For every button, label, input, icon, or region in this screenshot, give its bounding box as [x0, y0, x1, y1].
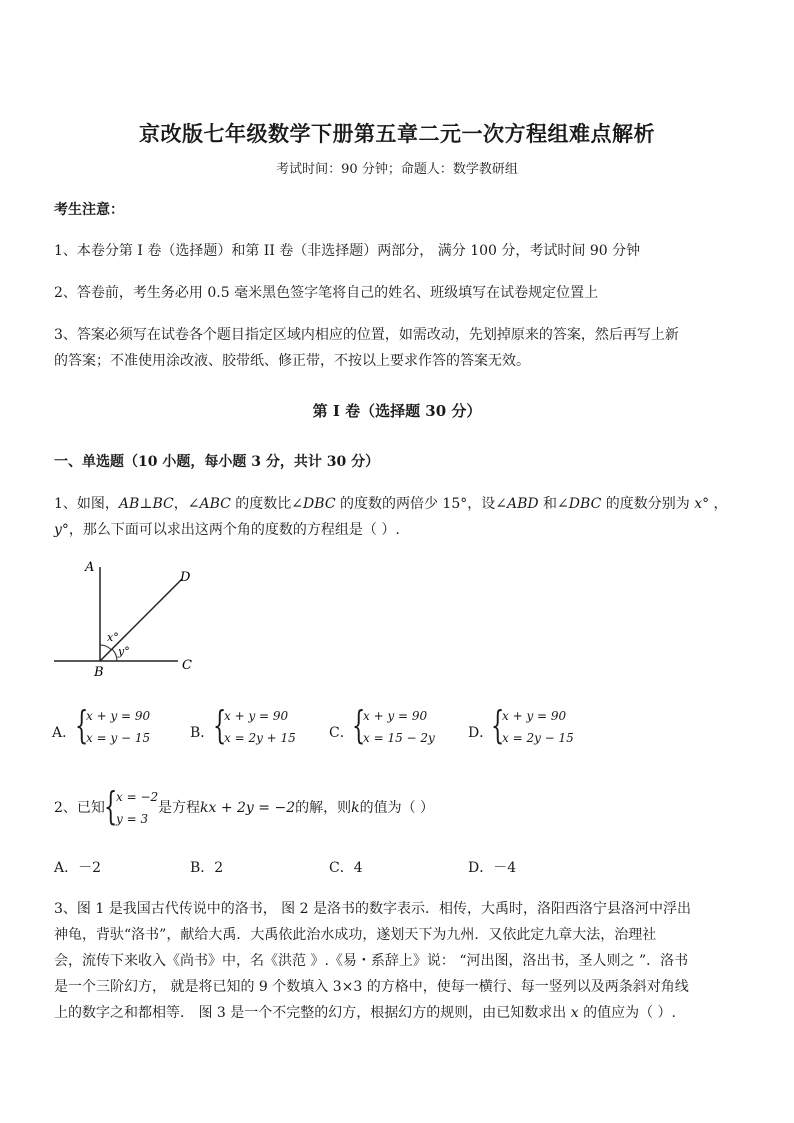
- equation-2: x = y − 15: [86, 731, 151, 745]
- brace-icon: {: [352, 703, 366, 747]
- q1-text: 的度数的两倍少 15°，设∠: [335, 496, 507, 512]
- section-title: 第 I 卷（选择题 30 分）: [312, 402, 482, 420]
- option-label: D．: [468, 725, 494, 741]
- q3-line-5: [54, 1003, 676, 1023]
- brace-icon: {: [75, 703, 89, 747]
- label-x-angle: x°: [107, 631, 119, 644]
- option-label: C．: [329, 725, 354, 741]
- brace-icon: {: [104, 784, 118, 828]
- equation-system: [86, 705, 150, 749]
- q2-option-d[interactable]: D．－4: [468, 860, 517, 876]
- q1-x-deg: x°: [694, 496, 710, 512]
- q1-abc: ABC: [199, 496, 231, 512]
- label-b: B: [94, 665, 104, 680]
- option-label: A．: [52, 725, 77, 741]
- q3-text: 上的数字之和都相等． 图 3 是一个不完整的幻方，根据幻方的规则，由已知数求出: [54, 1005, 571, 1021]
- q1-text: ，: [709, 496, 728, 512]
- part-title: 一、单选题（10 小题，每小题 3 分，共计 30 分）: [54, 454, 380, 470]
- q1-text: ，∠: [173, 496, 200, 512]
- q1-text: 1、如图，: [54, 496, 119, 512]
- equation-1: x + y = 90: [502, 709, 567, 723]
- equation-1: x + y = 90: [86, 709, 151, 723]
- q2-text: 的值为（ ）: [359, 800, 435, 816]
- notice-item-2: 2、答卷前，考生务必用 0.5 毫米黑色签字笔将自己的姓名、班级填写在试卷规定位置上: [54, 285, 599, 301]
- q1-y-deg: y°: [54, 522, 69, 538]
- exam-info: 考试时间：90 分钟；命题人：数学教研组: [276, 162, 518, 177]
- q2-option-a[interactable]: A．－2: [54, 860, 102, 876]
- q3-line-3: 会，流传下来收入《尚书》中，名《洪范 》.《易・系辞上》说： “河出图，洛出书，圣人则之 ”．洛书: [54, 953, 689, 969]
- equation-1: x = −2: [116, 790, 159, 804]
- q1-dbc: DBC: [303, 496, 336, 512]
- equation-1: x + y = 90: [363, 709, 428, 723]
- equation-system: [224, 705, 296, 749]
- notice-item-3: 3、答案必须写在试卷各个题目指定区域内相应的位置，如需改动，先划掉原来的答案，然后再写上新: [54, 327, 679, 343]
- equation-2: x = 2y − 15: [502, 731, 574, 745]
- q2-prefix: 2、已知: [54, 800, 105, 816]
- q1-line-2: [54, 520, 400, 540]
- notice-item-3-cont: 的答案；不准使用涂改液、胶带纸、修正带，不按以上要求作答的答案无效。: [54, 353, 530, 369]
- label-c: C: [182, 658, 192, 673]
- q2-text: 是方程: [158, 800, 200, 816]
- angle-arc-x: [100, 645, 111, 650]
- equation-2: y = 3: [116, 812, 149, 826]
- q1-text: 的度数分别为: [601, 496, 695, 512]
- q1-angle-figure: [50, 555, 210, 685]
- q2-equation: kx + 2y = −2: [200, 800, 296, 816]
- q3-line-2: 神龟，背驮“洛书”，献给大禹．大禹依此治水成功，遂划天下为九州．又依此定九章大法，治理社: [54, 927, 657, 943]
- brace-icon: {: [213, 703, 227, 747]
- q2-text: 的解，则: [295, 800, 352, 816]
- angle-arc-y: [112, 649, 117, 661]
- q1-text: 和∠: [538, 496, 569, 512]
- equation-1: x + y = 90: [224, 709, 289, 723]
- notice-item-1: 1、本卷分第 I 卷（选择题）和第 II 卷（非选择题）两部分， 满分 100 分，考试时间 90 分钟: [54, 243, 641, 259]
- q3-line-1: 3、图 1 是我国古代传说中的洛书， 图 2 是洛书的数字表示．相传，大禹时，洛阳西洛宁县洛河中浮出: [54, 901, 691, 917]
- label-a: A: [85, 560, 95, 575]
- q2-option-b[interactable]: B．2: [190, 860, 224, 876]
- brace-icon: {: [491, 703, 505, 747]
- equation-system: [502, 705, 574, 749]
- q2-k: k: [351, 800, 360, 816]
- q1-text: ，那么下面可以求出这两个角的度数的方程组是（ ）.: [68, 522, 400, 538]
- equation-system: [363, 705, 435, 749]
- q1-abd: ABD: [506, 496, 539, 512]
- q2-line: [158, 798, 434, 818]
- q1-dbc-2: DBC: [568, 496, 602, 512]
- label-y-angle: y°: [118, 645, 130, 658]
- equation-2: x = 2y + 15: [224, 731, 296, 745]
- equation-2: x = 15 − 2y: [363, 731, 435, 745]
- q3-x: x: [570, 1005, 579, 1021]
- label-d: D: [180, 570, 191, 585]
- q1-text: 的度数比∠: [230, 496, 304, 512]
- q2-solution-system: [116, 786, 158, 830]
- notice-heading: 考生注意：: [54, 202, 124, 218]
- q1-ab-bc: AB⊥BC: [118, 496, 174, 512]
- q2-option-c[interactable]: C．4: [329, 860, 363, 876]
- q1-line-1: [54, 494, 728, 514]
- q3-text: 的值应为（ ）.: [578, 1005, 676, 1021]
- q3-line-4: 是一个三阶幻方， 就是将已知的 9 个数填入 3×3 的方格中，使每一横行、每一竖列以及两条斜对角线: [54, 979, 689, 995]
- option-label: B．: [190, 725, 215, 741]
- document-title: 京改版七年级数学下册第五章二元一次方程组难点解析: [139, 121, 655, 146]
